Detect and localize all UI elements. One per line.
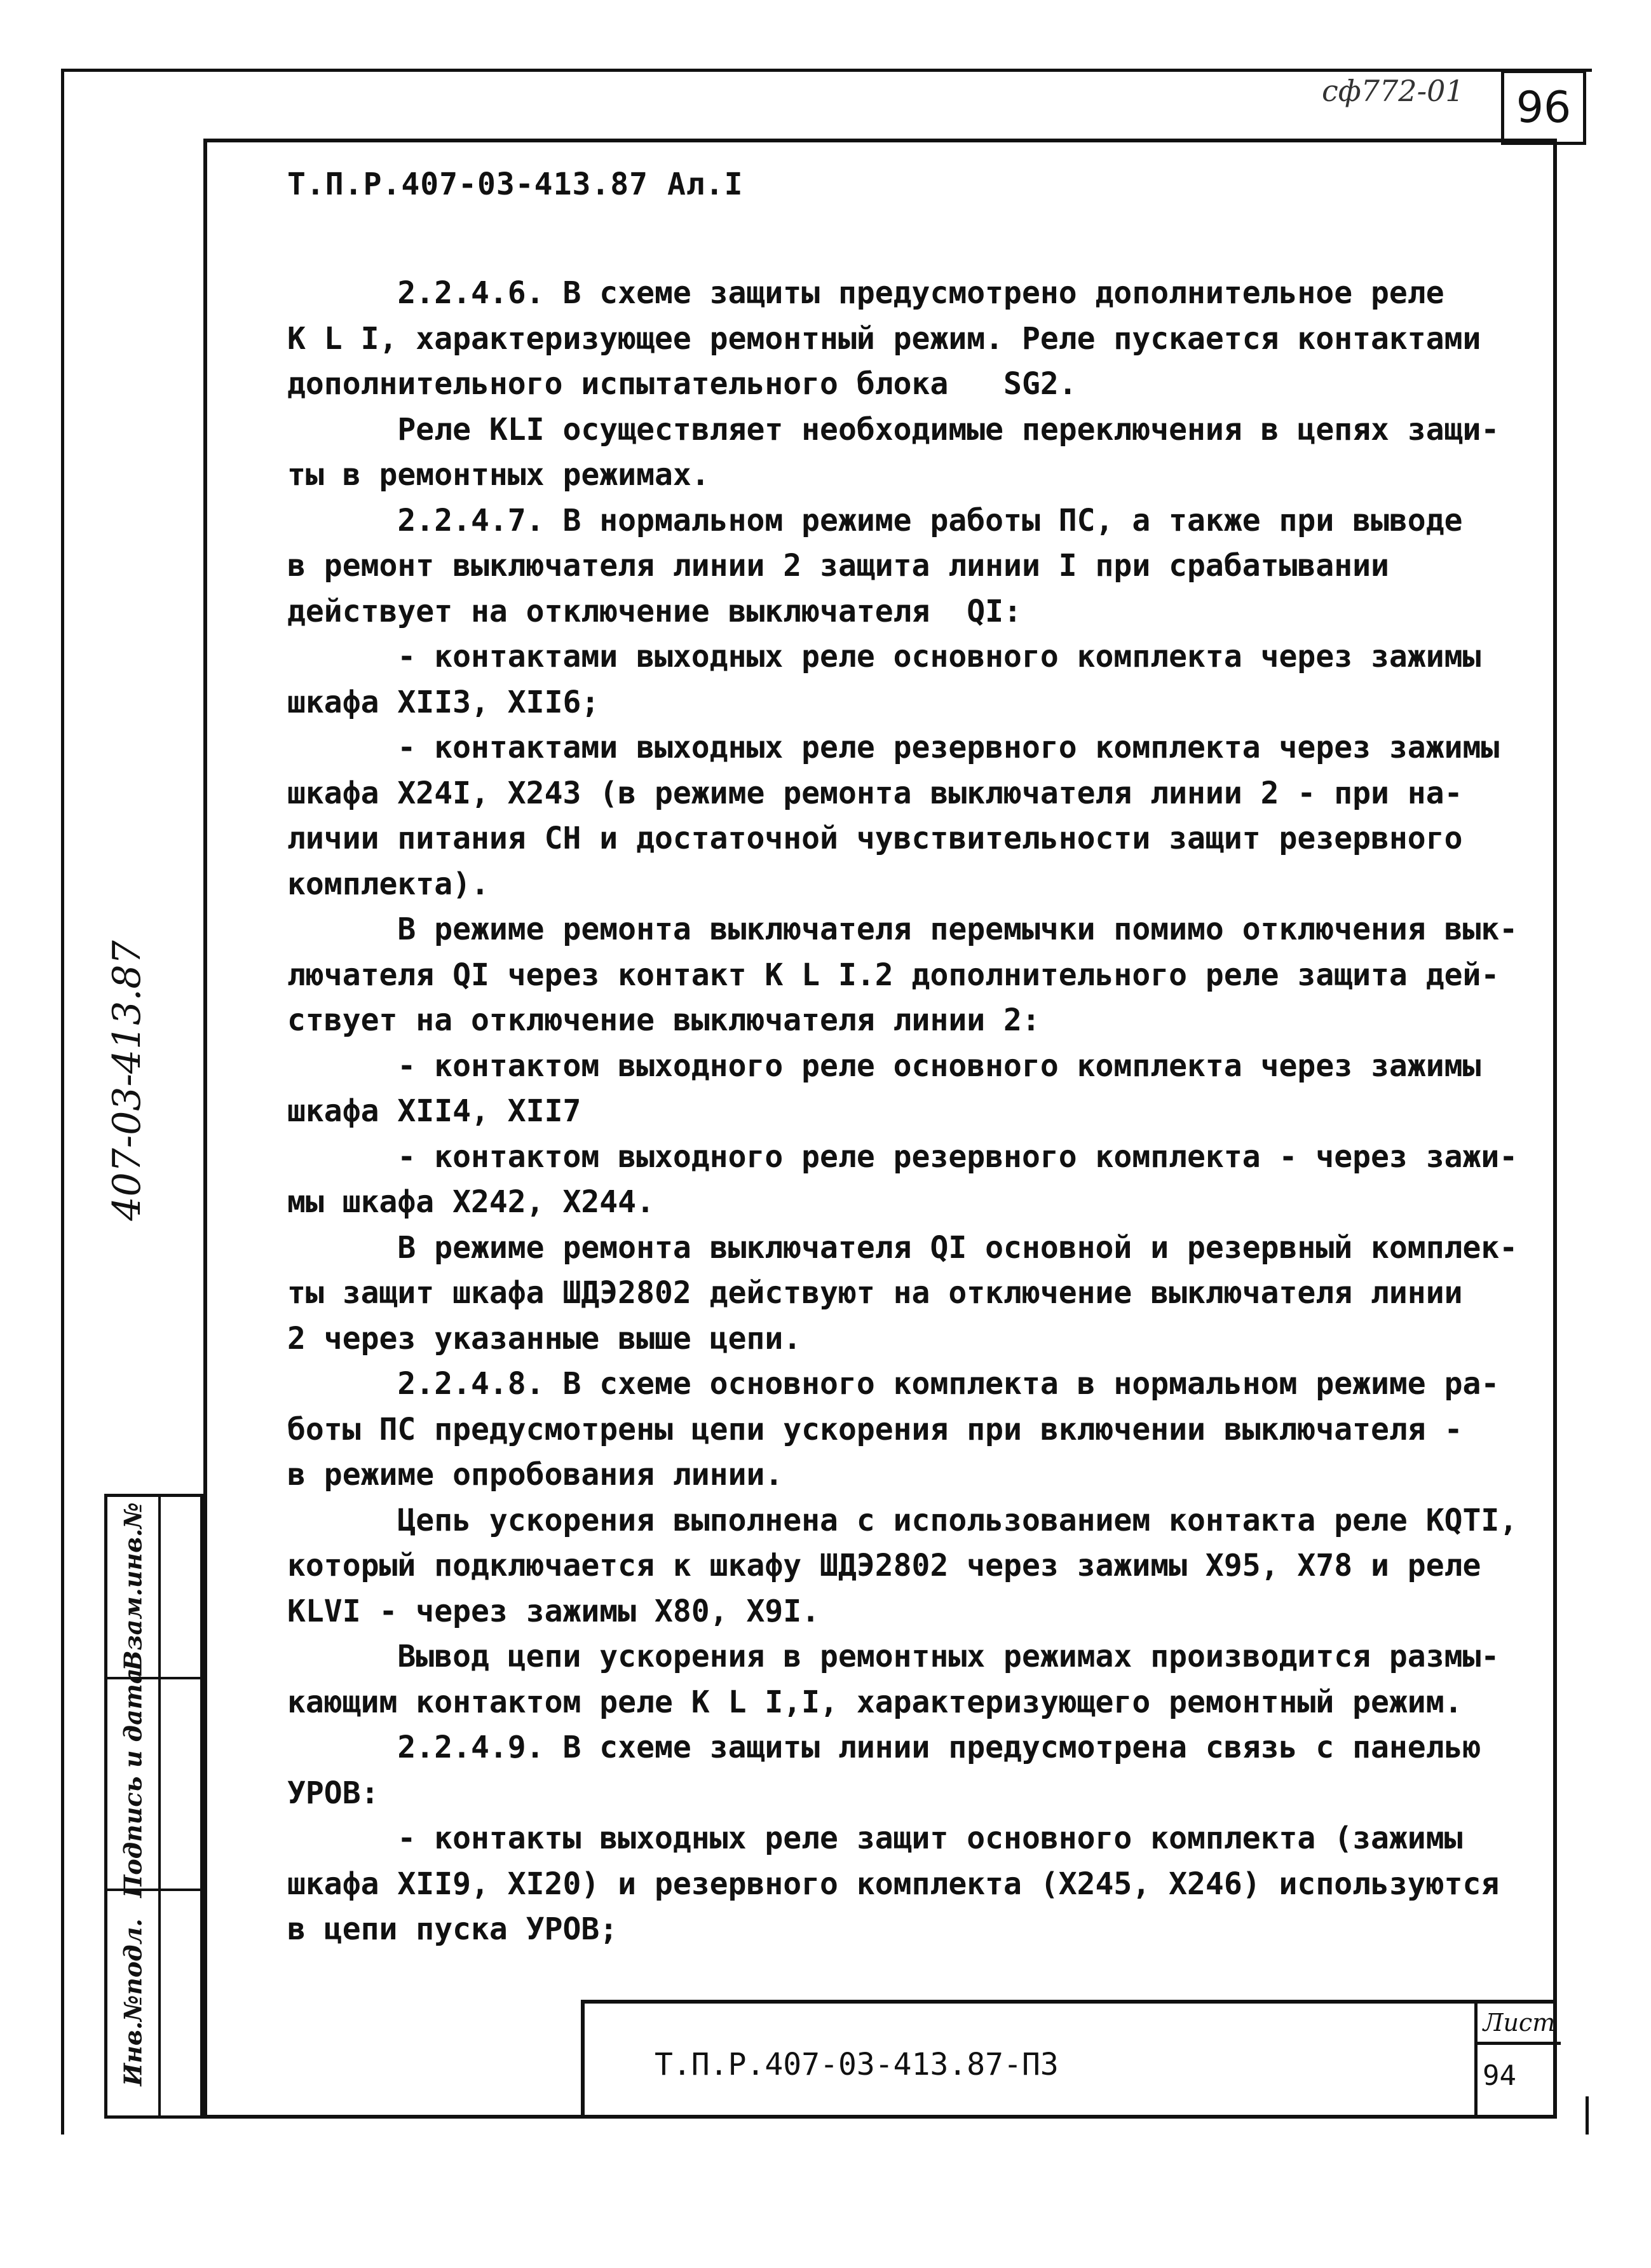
body-line: - контактом выходного реле резервного комплекта - через зажи- [287,1138,1518,1175]
body-line: УРОВ: [287,1775,379,1811]
body-line: 2.2.4.9. В схеме защиты линии предусмотрена связь с панелью [287,1730,1481,1765]
body-line: - контактом выходного реле основного комплекта через зажимы [287,1048,1481,1084]
sheet-cell [1474,2004,1561,2119]
approval-stamp-table [104,1494,203,2119]
body-line: кающим контактом реле K L I,I, характеризующего ремонтный режим. [287,1684,1463,1720]
stamp-column-divider [158,1497,161,2115]
body-line: шкафа X24I, X243 (в режиме ремонта выключателя линии 2 - при на- [287,775,1463,811]
body-line: - контакты выходных реле защит основного комплекта (зажимы [287,1821,1463,1856]
body-line: 2.2.4.8. В схеме основного комплекта в нормальном режиме ра- [287,1366,1500,1402]
body-line: действует на отключение выключателя QI: [287,593,1022,629]
stamp-label-original-inv: Инв.№подл. [118,1918,147,2086]
body-line: 2.2.4.6. В схеме защиты предусмотрено дополнительное реле [287,275,1444,311]
corner-note: сф772-01 [1322,74,1464,108]
body-line: комплекта). [287,866,489,902]
body-line: Цепь ускорения выполнена с использованием контакта реле KQTI, [287,1502,1518,1538]
body-line: шкафа XII9, XI20) и резервного комплекта (X245, X246) используются [287,1866,1500,1902]
body-line: в ремонт выключателя линии 2 защита линии I при срабатывании [287,548,1389,584]
sheet-label: Лист [1478,2004,1561,2045]
frame-tick [1586,2096,1589,2135]
stamp-label-replacement-inv: Взам.инв.№ [118,1502,147,1671]
stamp-label-signature-date: Подпись и дата [118,1668,147,1898]
body-line: В режиме ремонта выключателя перемычки помимо отключения вык- [287,912,1518,947]
body-line: К L I, характеризующее ремонтный режим. Реле пускается контактами [287,320,1481,357]
body-line: - контактами выходных реле резервного комплекта через зажимы [287,730,1500,765]
body-line: ствует на отключение выключателя линии 2: [287,1002,1040,1038]
body-line: лючателя QI через контакт K L I.2 дополнительного реле защита дей- [287,957,1500,993]
body-text [287,271,1533,1953]
body-line: который подключается к шкафу ШДЭ2802 через зажимы X95, X78 и реле [287,1548,1481,1583]
body-line: - контактами выходных реле основного комплекта через зажимы [287,639,1481,674]
header-doc-code: Т.П.Р.407-03-413.87 Ал.I [287,167,744,202]
body-line: личии питания СН и достаточной чувствительности защит резервного [287,821,1463,856]
body-line: KLVI - через зажимы X80, X9I. [287,1593,820,1629]
title-block-doc-code: Т.П.Р.407-03-413.87-ПЗ [655,2047,1059,2082]
frame-tick [61,2096,64,2135]
title-block [581,2000,1557,2119]
body-line: ты защит шкафа ШДЭ2802 действуют на отключение выключателя линии [287,1275,1463,1311]
body-line: в режиме опробования линии. [287,1457,784,1493]
body-line: шкафа XII4, XII7 [287,1093,581,1129]
sheet-number: 94 [1483,2060,1516,2092]
body-line: 2 через указанные выше цепи. [287,1320,802,1356]
body-line: боты ПС предусмотрены цепи ускорения при включении выключателя - [287,1411,1463,1447]
body-line: Реле KLI осуществляет необходимые переключения в цепях защи- [287,411,1500,447]
body-line: ты в ремонтных режимах. [287,457,710,493]
body-line: Вывод цепи ускорения в ремонтных режимах производится размы- [287,1639,1500,1674]
side-vertical-code: 407-03-413.87 [105,940,149,1221]
body-line: мы шкафа X242, X244. [287,1184,655,1220]
body-line: 2.2.4.7. В нормальном режиме работы ПС, а также при выводе [287,502,1463,538]
body-line: в цепи пуска УРОВ; [287,1911,618,1947]
body-line: дополнительного испытательного блока SG2. [287,366,1077,402]
body-line: шкафа XII3, XII6; [287,684,600,720]
page-number: 96 [1501,70,1586,145]
body-line: В режиме ремонта выключателя QI основной и резервный комплек- [287,1229,1518,1266]
